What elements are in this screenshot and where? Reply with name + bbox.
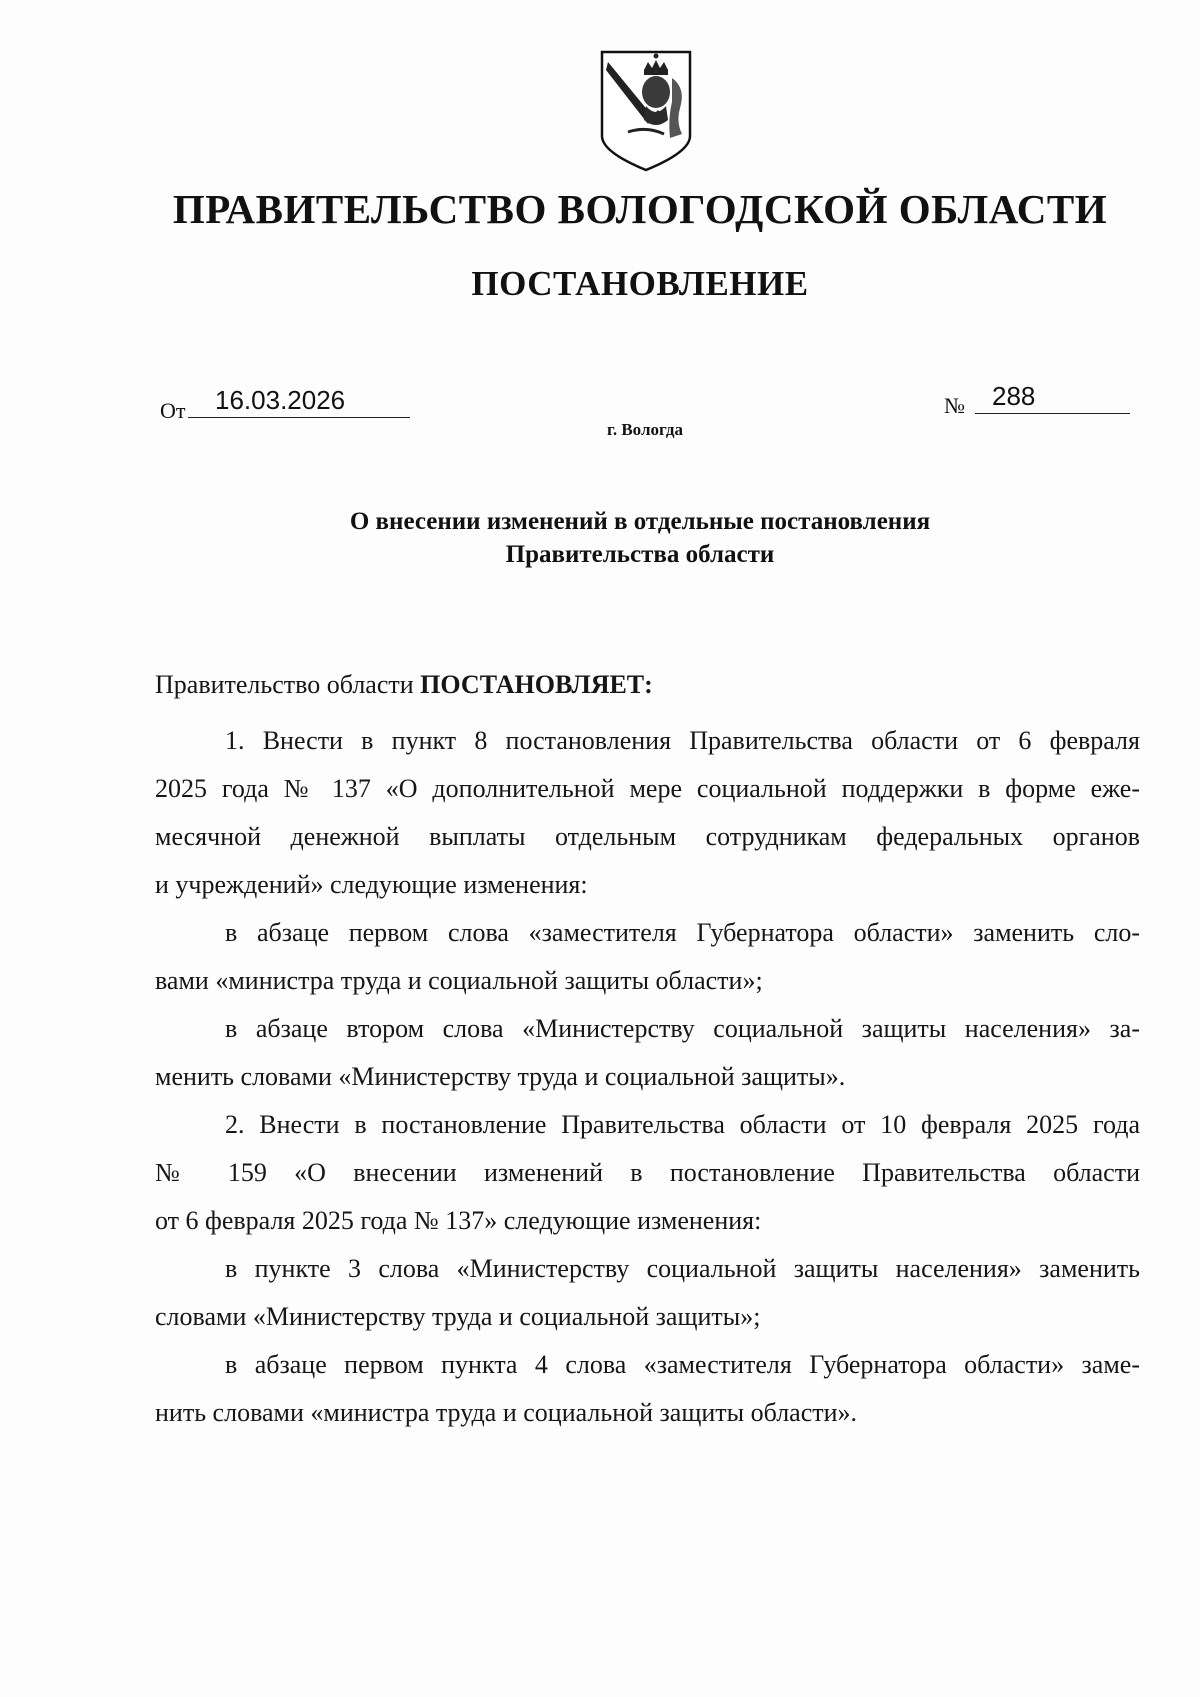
subject-line: Правительства области <box>505 541 775 568</box>
clause-line: 2. Внести в постановление Правительства области от 10 февраля 2025 года <box>225 1110 1140 1139</box>
resolution-intro <box>155 665 1140 705</box>
city-label: г. Вологда <box>607 420 683 439</box>
clause-line: № 159 «О внесении изменений в постановление Правительства области <box>155 1158 1140 1187</box>
document-body <box>155 665 1140 1437</box>
clause-line: в абзаце первом слова «заместителя Губернатора области» заменить сло- <box>225 918 1140 947</box>
clause-line: словами «Министерству труда и социальной защиты»; <box>155 1302 761 1331</box>
clause-1-amendment-b <box>155 1005 1140 1101</box>
number-prefix: № <box>944 393 965 418</box>
clause-line: 1. Внести в пункт 8 постановления Правительства области от 6 февраля <box>225 726 1140 755</box>
date-prefix: От <box>160 398 186 423</box>
clause-line: 2025 года № 137 «О дополнительной мере социальной поддержки в форме еже- <box>155 774 1140 803</box>
clause-line: в абзаце первом пункта 4 слова «заместителя Губернатора области» заме- <box>225 1350 1140 1379</box>
document-date: 16.03.2026 <box>215 385 346 415</box>
clause-line: и учреждений» следующие изменения: <box>155 870 588 899</box>
clause-1-amendment-a <box>155 909 1140 1005</box>
document-subject <box>200 505 1080 571</box>
clause-line: менить словами «Министерству труда и социальной защиты». <box>155 1062 846 1091</box>
document-number: 288 <box>992 381 1036 411</box>
organization-title: ПРАВИТЕЛЬСТВО ВОЛОГОДСКОЙ ОБЛАСТИ <box>172 186 1108 232</box>
clause-line: в абзаце втором слова «Министерству социальной защиты населения» за- <box>225 1014 1140 1043</box>
clause-2-amendment-b <box>155 1341 1140 1437</box>
clause-2-amendment-a <box>155 1245 1140 1341</box>
coat-of-arms-icon <box>598 48 694 172</box>
intro-keyword: ПОСТАНОВЛЯЕТ: <box>420 670 653 699</box>
clause-line: вами «министра труда и социальной защиты области»; <box>155 966 763 995</box>
subject-line: О внесении изменений в отдельные постановления <box>349 508 931 535</box>
clause-line: нить словами «министра труда и социальной защиты области». <box>155 1398 858 1427</box>
clause-line: от 6 февраля 2025 года № 137» следующие изменения: <box>155 1206 762 1235</box>
clause-line: месячной денежной выплаты отдельным сотрудникам федеральных органов <box>155 822 1140 851</box>
clause-1 <box>155 717 1140 909</box>
clause-2 <box>155 1101 1140 1245</box>
intro-text: Правительство области <box>155 670 421 699</box>
clause-line: в пункте 3 слова «Министерству социальной защиты населения» заменить <box>225 1254 1140 1283</box>
document-type-title: ПОСТАНОВЛЕНИЕ <box>471 264 809 303</box>
